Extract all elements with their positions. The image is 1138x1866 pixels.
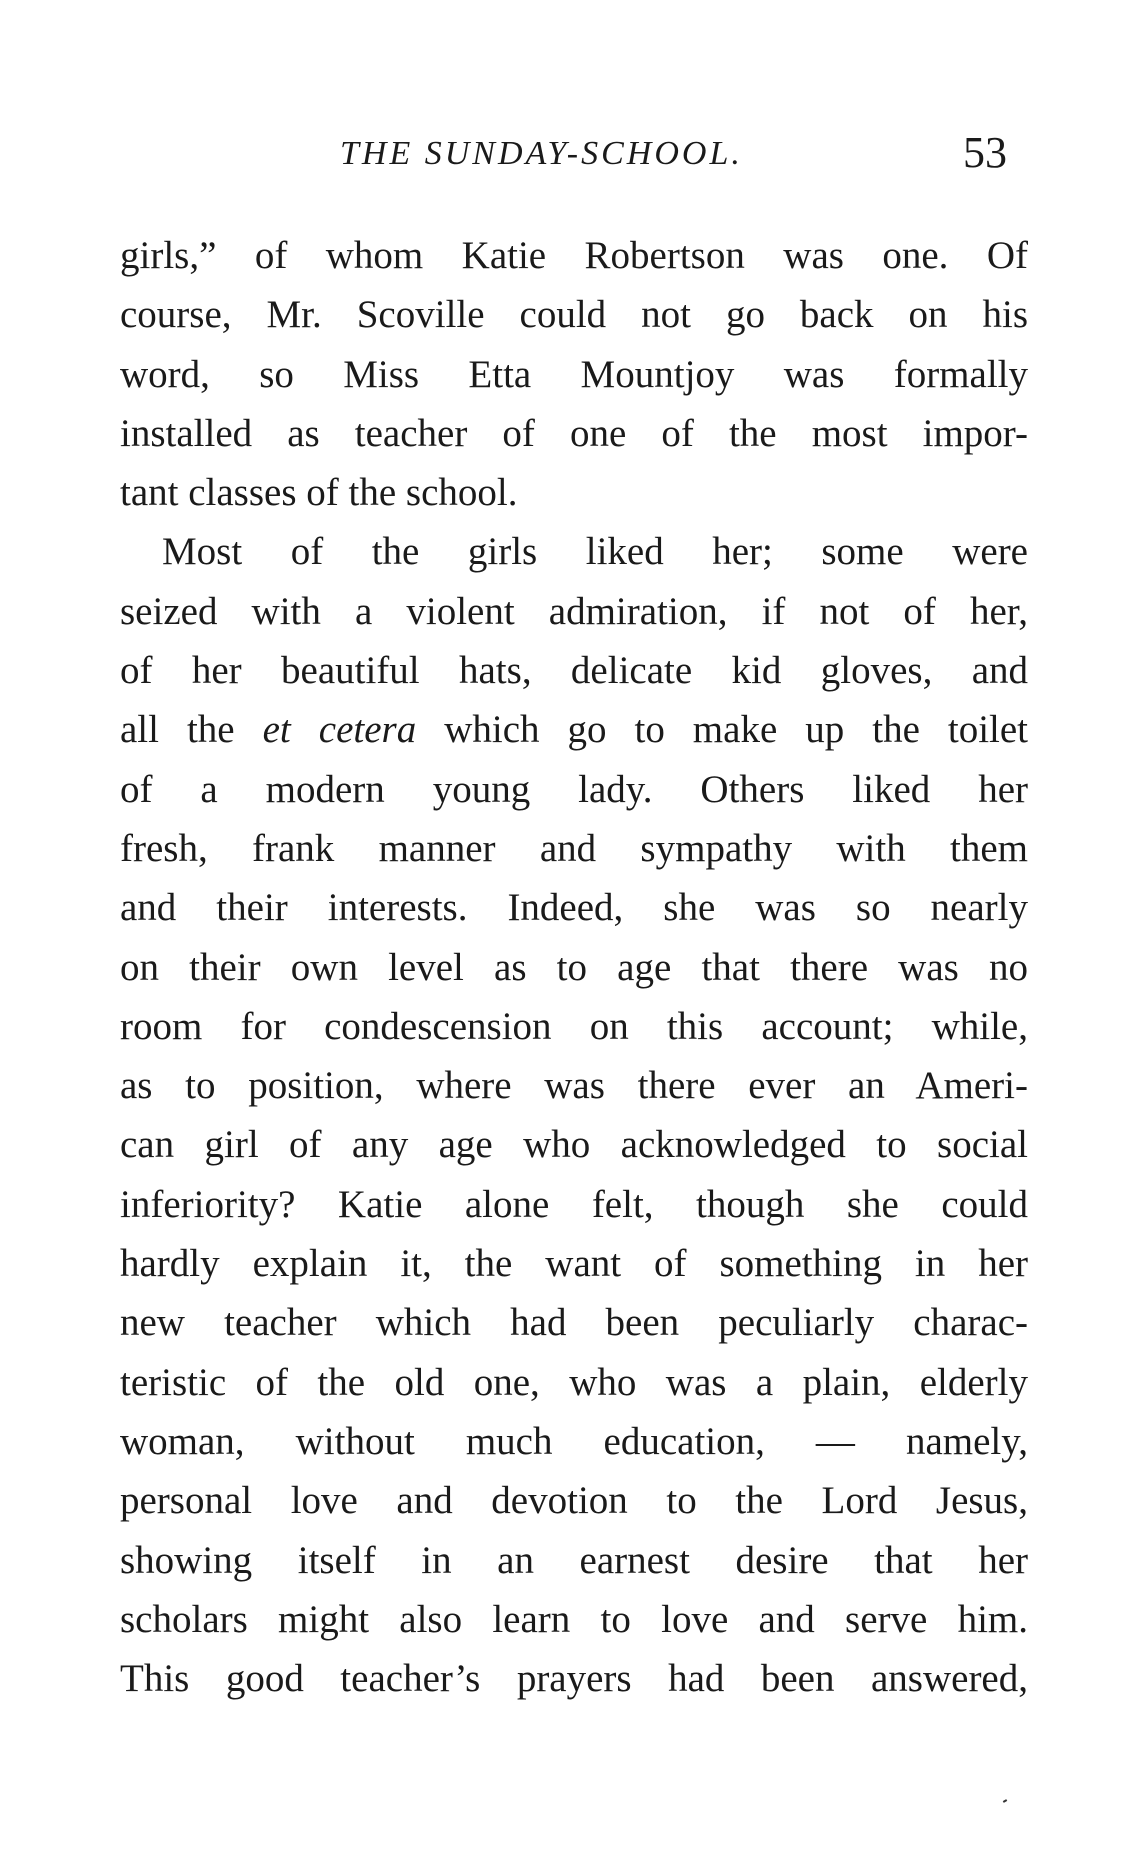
text-line: and their interests. Indeed, she was so nearly (120, 886, 1028, 930)
text-line: girls,” of whom Katie Robertson was one. Of (120, 234, 1028, 277)
text-line: new teacher which had been peculiarly charac- (120, 1301, 1028, 1345)
text-line: This good teacher’s prayers had been answered, (120, 1657, 1028, 1701)
text-line: course, Mr. Scoville could not go back on his (120, 293, 1028, 337)
text-line: fresh, frank manner and sympathy with them (120, 826, 1028, 870)
text-line: seized with a violent admiration, if not of her, (120, 589, 1028, 633)
text-line: hardly explain it, the want of something in her (120, 1242, 1028, 1286)
ink-speck (1003, 1799, 1007, 1803)
text-line: of her beautiful hats, delicate kid gloves, and (120, 649, 1028, 693)
text-line: installed as teacher of one of the most impor- (120, 411, 1028, 455)
text-line: teristic of the old one, who was a plain, elderly (120, 1360, 1028, 1404)
running-head-title: THE SUNDAY-SCHOOL. (340, 135, 743, 172)
italic-phrase: et cetera (262, 708, 417, 752)
text-line: of a modern young lady. Others liked her (120, 767, 1028, 811)
text-line: tant classes of the school. (120, 471, 518, 515)
text-fragment: which go to make up the toilet (444, 708, 1028, 752)
body-text (120, 226, 1028, 1708)
text-line-mixed (120, 700, 1028, 759)
text-line: inferiority? Katie alone felt, though she could (120, 1182, 1028, 1226)
text-line: personal love and devotion to the Lord Jesus, (120, 1479, 1028, 1523)
text-line: woman, without much education, — namely, (120, 1419, 1028, 1463)
text-line: showing itself in an earnest desire that her (120, 1538, 1028, 1582)
text-line: as to position, where was there ever an Ameri- (120, 1064, 1028, 1108)
text-line: Most of the girls liked her; some were (162, 530, 1028, 574)
page-number: 53 (963, 128, 1007, 177)
text-fragment: all the (120, 708, 235, 752)
text-line: word, so Miss Etta Mountjoy was formally (120, 352, 1028, 396)
running-head (0, 128, 1138, 194)
text-line: on their own level as to age that there was no (120, 945, 1028, 989)
text-line: scholars might also learn to love and serve him. (120, 1597, 1028, 1641)
text-line: can girl of any age who acknowledged to social (120, 1123, 1028, 1167)
text-line: room for condescension on this account; while, (120, 1004, 1028, 1048)
